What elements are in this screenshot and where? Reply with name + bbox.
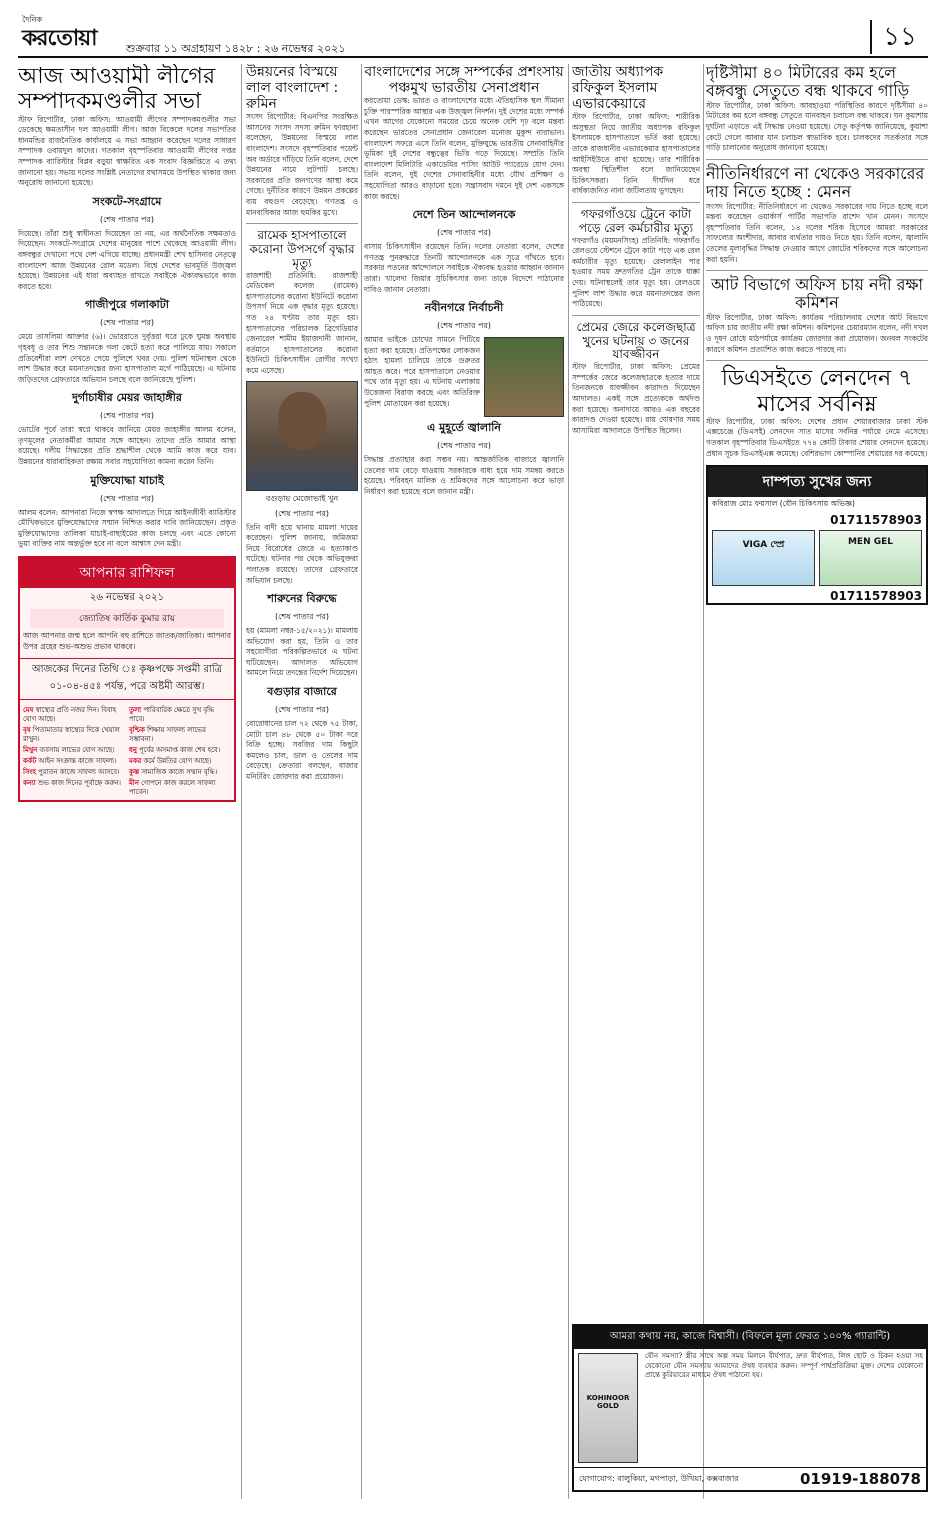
zodiac-text: আইন সংক্রান্ত কাজে সাফল্য।	[38, 757, 117, 766]
headline-college-student-murder[interactable]: প্রেমের জেরে কলেজছাত্র খুনের ঘটনায় ৩ জনের যাবজ্জীবন	[576, 319, 696, 362]
zodiac-sign	[129, 706, 231, 724]
ad-phone[interactable]: 01711578903	[830, 513, 922, 528]
ad-phone[interactable]: 01711578903	[830, 589, 922, 604]
zodiac-name: বৃশ্চিক	[129, 726, 145, 735]
newspaper-logo[interactable]	[22, 14, 112, 56]
article-body: স্টাফ রিপোর্টার, ঢাকা অফিস: আবহাওয়া পরিস্থিতির কারণে দৃষ্টিসীমা ৪০ মিটারের কম হলে বঙ্গবন্ধু সেতুতে যানবাহন চলাচল বন্ধ থাকবে। ঘন কুয়াশায় দুর্ঘটনা এড়াতে এই সিদ্ধান্ত নেওয়া হয়েছে। সেতু কর্তৃপক্ষ জানিয়েছে, কুয়াশা কেটে গেলে আবার যান চলাচল স্বাভাবিক হবে। চালকদের সতর্কতার সঙ্গে গাড়ি চালানোর অনুরোধ জানানো হয়েছে।	[706, 100, 928, 153]
article-body: হয় (মামলা নম্বর-১৫/২০২১)। মামলায় অভিযোগ করা হয়, তিনি ও তার সহযোগীরা পরিকল্পিতভাবে এ ঘটনা ঘটিয়েছেন। আদালত অভিযোগ আমলে নিয়ে তদন্তের নির্দেশ দিয়েছেন।	[246, 626, 358, 678]
subheadline[interactable]: গাজীপুরে গলাকাটা	[85, 298, 169, 312]
zodiac-sign	[23, 726, 125, 744]
zodiac-text: গোপনে কাজ করলে সাফল্য পাবেন।	[129, 779, 216, 797]
ad-title: দাম্পত্য সুখের জন্য	[708, 467, 926, 497]
ad-phone[interactable]: 01919-188078	[799, 1470, 921, 1488]
zodiac-sign	[23, 768, 125, 777]
headline-rmch-death[interactable]: রামেক হাসপাতালে করোনা উপসর্গে বৃদ্ধার মৃত্যু	[249, 228, 355, 270]
zodiac-sign	[23, 746, 125, 755]
zodiac-text: শুভ কাজ দিনের পূর্বাহ্নে করুন।	[37, 779, 121, 788]
continued-label: (শেষ পাতার পর)	[436, 228, 492, 238]
ad-banner: আমরা কথায় নয়, কাজে বিশ্বাসী। (বিফলে মূল্য ফেরত ১০০% গ্যারান্টি)	[574, 1326, 926, 1349]
article-body: গফরগাঁও (ময়মনসিংহ) প্রতিনিধি: গফরগাঁও রেলওয়ে স্টেশনে ট্রেনে কাটা পড়ে এক রেল কর্মচারীর মৃত্যু হয়েছে। রেললাইন পার হওয়ার সময় দ্রুতগতির ট্রেন তাকে ধাক্কা দেয়। ঘটনাস্থলেই তার মৃত্যু হয়। রেলওয়ে পুলিশ লাশ উদ্ধার করে ময়নাতদন্তের জন্য পাঠিয়েছে।	[572, 235, 700, 309]
tithi-line: আজকের দিনের তিথি ঃ কৃষ্ণপক্ষে সপ্তমী রাত্রি ০১-০৪-৪৫ঃ পর্যন্ত, পরে অষ্টমী আরম্ভ।	[20, 658, 234, 700]
article-body: সিদ্ধান্ত প্রত্যাহার করা সম্ভব নয়। আন্তর্জাতিক বাজারে জ্বালানি তেলের দাম বেড়ে যাওয়ায় সরকারকে বাধ্য হয়ে দাম সমন্বয় করতে হয়েছে। পরিবহন মালিক ও শ্রমিকদের সঙ্গে আলোচনা করে ভাড়া নির্ধারণ করা হয়েছে বলে জানান মন্ত্রী।	[364, 455, 564, 496]
column-divider	[241, 64, 242, 1499]
divider	[706, 360, 928, 361]
continued-label: (শেষ পাতার পর)	[274, 612, 330, 622]
article-body: স্টাফ রিপোর্টার, ঢাকা অফিস: দেশের প্রধান শেয়ারবাজার ঢাকা স্টক এক্সচেঞ্জে (ডিএসই) লেনদেন সাত মাসের সর্বনিম্ন পর্যায়ে নেমে এসেছে। গতকাল বৃহস্পতিবার ডিএসইতে ৭৭৪ কোটি টাকার শেয়ার লেনদেন হয়েছে। প্রধান সূচক ডিএসইএক্স কমেছে। বেশিরভাগ কোম্পানির শেয়ারের দর কমেছে।	[706, 416, 928, 458]
zodiac-text: পিতামাতার স্বাস্থ্যের দিকে খেয়াল রাখুন।	[23, 726, 120, 744]
zodiac-text: পুরাতন কাজে সাফল্য আসবে।	[38, 768, 120, 777]
column-4	[572, 64, 700, 1499]
horoscope-author: জ্যোতিষ কার্তিক কুমার রায়	[30, 609, 224, 628]
subheadline[interactable]: সংকটে-সংগ্রামে	[92, 194, 162, 208]
zodiac-name: মীন	[129, 779, 139, 788]
subheadline[interactable]: দুর্গাচাষীর মেয়র জাহাঙ্গীর	[72, 391, 182, 405]
page-number: ১১	[870, 20, 928, 54]
column-2	[246, 64, 358, 1499]
divider	[246, 223, 358, 224]
zodiac-sign	[129, 779, 231, 797]
continued-label: (শেষ পাতার পর)	[99, 214, 155, 224]
zodiac-text: পূর্বের অসমাপ্ত কাজ শেষ হবে।	[139, 746, 221, 755]
ad-products	[708, 527, 926, 589]
headline-river-commission[interactable]: আট বিভাগে অফিস চায় নদী রক্ষা কমিশন	[710, 275, 924, 313]
article-body: তিনি বাদী হয়ে থানায় মামলা দায়ের করেছেন। পুলিশ জানায়, জমিজমা নিয়ে বিরোধের জেরে এ হত্যাকাণ্ড ঘটেছে। ঘটনার পর থেকে অভিযুক্তরা পলাতক রয়েছে। তাদের গ্রেফতারে অভিযান চলছে।	[246, 522, 358, 585]
headline-awami-league[interactable]: আজ আওয়ামী লীগের সম্পাদকমণ্ডলীর সভা	[18, 64, 216, 115]
column-divider	[568, 64, 569, 1499]
article-body: আমার ভাইকে চোখের সামনে পিটিয়ে হত্যা করা হয়েছে। প্রতিপক্ষের লোকজন হঠাৎ হামলা চালিয়ে তাকে গুরুতর আহত করে। পরে হাসপাতালে নেওয়ার পথে তার মৃত্যু হয়। এ ঘটনায় এলাকায় উত্তেজনা বিরাজ করছে এবং অতিরিক্ত পুলিশ মোতায়েন করা হয়েছে।	[364, 335, 480, 408]
continued-label: (শেষ পাতার পর)	[99, 318, 155, 328]
advertisement-kohinoor[interactable]	[572, 1318, 928, 1492]
article-body: বোরোধানের চাল ৭২ থেকে ৭৫ টাকা, মোটা চাল ৪৮ থেকে ৫০ টাকা দরে বিক্রি হচ্ছে। সবজির দাম কিছুটা কমলেও চাল, ডাল ও তেলের দাম বেড়েছে। ক্রেতারা বলছেন, বাজার মনিটরিং জোরদার করা প্রয়োজন।	[246, 719, 358, 782]
continued-label: (শেষ পাতার পর)	[274, 705, 330, 715]
logo-title: করতোয়া	[22, 26, 97, 51]
column-divider	[361, 64, 362, 1499]
horoscope-date: ২৬ নভেম্বর ২০২১	[89, 592, 165, 604]
horoscope-title[interactable]: আপনার রাশিফল	[20, 558, 234, 588]
zodiac-name: মিথুন	[23, 746, 38, 755]
column-5	[706, 64, 928, 1499]
column-divider	[703, 64, 704, 1499]
subheadline[interactable]: বগুড়ার বাজারে	[267, 685, 337, 699]
zodiac-sign	[129, 726, 231, 744]
logo-prefix: দৈনিক	[22, 15, 43, 24]
product-men-gel: MEN GEL	[819, 530, 922, 586]
subheadline[interactable]: শারুনের বিরুদ্ধে	[267, 592, 337, 606]
article-body: স্টাফ রিপোর্টার, ঢাকা অফিস: আওয়ামী লীগের সম্পাদকমণ্ডলীর সভা ডেকেছে ক্ষমতাসীন দল আওয়ামী লীগ। আজ বিকেলে দলের সভাপতির ধানমন্ডির রাজনৈতিক কার্যালয়ে এ সভা আহ্বান করেছেন দলের সাধারণ সম্পাদক ওবায়দুল কাদের। গতকাল বৃহস্পতিবার আওয়ামী লীগের দপ্তর সম্পাদক ব্যারিস্টার বিপ্লব বড়ুয়া স্বাক্ষরিত এক সংবাদ বিজ্ঞপ্তিতে এ তথ্য জানানো হয়। সভায় দলের সংশ্লিষ্ট নেতাদের যথাসময়ে উপস্থিত থাকার জন্য অনুরোধ জানানো হয়েছে।	[18, 114, 236, 188]
continued-label: (শেষ পাতার পর)	[274, 508, 330, 518]
continued-label: (শেষ পাতার পর)	[436, 441, 492, 451]
article-body: সংসদ রিপোর্টার: নীতিনির্ধারণে না থেকেও সরকারের দায় নিতে হচ্ছে বলে মন্তব্য করেছেন ওয়ার্কার্স পার্টির সভাপতি রাশেদ খান মেনন। সংসদে বৃহস্পতিবার তিনি বলেন, ১৪ দলের শরিক হিসেবে আমরা সরকারের সাফল্যের অংশীদার, আবার ব্যর্থতার দায়ও নিতে হয়। তিনি বলেন, জ্বালানি তেলের মূল্যবৃদ্ধির সিদ্ধান্ত নেওয়ার আগে জোটের শরিকদের সঙ্গে আলোচনা করা হয়নি।	[706, 201, 928, 264]
ad-address: যোগাযোগ: বালুকিয়া, মগপাড়া, উখিয়া, কক্সবাজার	[579, 1473, 739, 1483]
advertisement-sexual-health[interactable]	[706, 465, 928, 605]
horoscope-intro: আজ আপনার জন্ম হলে আপনি বহু রাশিতে জাতক/জাতিকা। আপনার উপর গ্রহের শুভ-অশুভ প্রভাব থাকবে।	[23, 631, 231, 651]
zodiac-name: বৃষ	[23, 726, 31, 735]
zodiac-sign	[129, 768, 231, 777]
dateline: শুক্রবার ১১ অগ্রহায়ণ ১৪২৮ : ২৬ নভেম্বর ২০২১	[126, 42, 346, 55]
article-body: আলম বলেন: আপনারা নিজে স্বপক্ষ আদালতে গিয়ে আইনজীবী ব্যারিস্টার মৌখিকভাবে মুক্তিযোদ্ধাদের সম্মান নিশ্চিত করার দাবি জানিয়েছেন। প্রকৃত মুক্তিযোদ্ধাদের তালিকা যাচাই-বাছাইয়ের কাজ চলছে এবং এতে কোনো ভুয়া ব্যক্তির নাম অন্তর্ভুক্ত হবে না বলে আশ্বাস দেন মন্ত্রী।	[18, 507, 236, 549]
zodiac-name: কুম্ভ	[129, 768, 140, 777]
ad-box	[572, 1324, 928, 1492]
article-body: দিয়েছে। তাঁরা শুধু স্বাধীনতা দিয়েছেন তা নয়, এর অর্থনৈতিক সক্ষমতাও দিয়েছেন। সংকটে-সংগ্রামে দেশের মানুষের পাশে থেকেছে আওয়ামী লীগ। বঙ্গবন্ধুর দেখানো পথে দেশ এগিয়ে যাচ্ছে। প্রধানমন্ত্রী শেখ হাসিনার নেতৃত্বে বাংলাদেশ আজ উন্নয়নের রোল মডেল। বিশ্বে দেশের ভাবমূর্তি উজ্জ্বল হয়েছে। উন্নয়নের এই ধারা অব্যাহত রাখতে সবাইকে ঐক্যবদ্ধভাবে কাজ করতে হবে।	[18, 228, 236, 291]
zodiac-name: মেষ	[23, 706, 34, 715]
divider	[572, 315, 700, 316]
zodiac-text: শিক্ষায় সাফল্য লাভের সম্ভাবনা।	[129, 726, 206, 744]
zodiac-name: কর্কট	[23, 757, 37, 766]
zodiac-text: স্বাস্থ্যের প্রতি নজর দিন। বিবাহ যোগ আছে।	[23, 706, 117, 724]
subheadline[interactable]: এ মুহূর্তে জ্বালানি	[426, 421, 501, 435]
zodiac-name: সিংহ	[23, 768, 36, 777]
divider	[706, 159, 928, 160]
column-3	[364, 64, 564, 1499]
ad-footer	[574, 1467, 926, 1490]
divider	[572, 202, 700, 203]
headline-indian-army-chief[interactable]: বাংলাদেশের সঙ্গে সম্পর্কের প্রশংসায় পঞ্চমুখ ভারতীয় সেনাপ্রধান	[364, 64, 564, 97]
subheadline[interactable]: নবীনগরে নির্বাচনী	[424, 301, 504, 315]
portrait-face	[278, 392, 326, 450]
ad-text: যৌন সমস্যা? স্ত্রীর সাথে অল্প সময় মিলনে বীর্যপাত, দ্রুত বীর্যপাত, লিঙ্গ ছোট ও চিকন হওয়া সহ যেকোনো যৌন সমস্যায় আমাদের ঔষধ ব্যবহার করুন। সম্পূর্ণ পার্শ্বপ্রতিক্রিয়া মুক্ত। দেশের যেকোনো প্রান্তে কুরিয়ারের মাধ্যমে ঔষধ পাঠানো হয়।	[645, 1352, 923, 1380]
article-body: সংসদ রিপোর্টার: বিএনপির সংরক্ষিত আসনের সংসদ সদস্য রুমিন ফারহানা বলেছেন, উন্নয়নের বিস্ময়ে লাল বাংলাদেশ। সংসদে বৃহস্পতিবার পয়েন্ট অব অর্ডারে দাঁড়িয়ে তিনি বলেন, দেশে উন্নয়নের নামে লুটপাট চলছে। সরকারের প্রতি জনগণের আস্থা কমে গেছে। দুর্নীতির কারণে উন্নয়ন প্রকল্পের ব্যয় বহুগুণ বেড়েছে। গণতন্ত্র ও মানবাধিকার আজ হুমকির মুখে।	[246, 112, 358, 217]
headline-menon[interactable]: নীতিনির্ধারণে না থেকেও সরকারের দায় নিতে হচ্ছে : মেনন	[706, 163, 925, 202]
headline-rafiqul-islam[interactable]: জাতীয় অধ্যাপক রফিকুল ইসলাম এভারকেয়ারে	[572, 64, 664, 113]
zodiac-name: তুলা	[129, 706, 142, 715]
news-photo[interactable]	[246, 381, 358, 491]
zodiac-name: ধনু	[129, 746, 137, 755]
article-body: স্টাফ রিপোর্টার, ঢাকা অফিস: শারীরিক অসুস্থতা নিয়ে জাতীয় অধ্যাপক রফিকুল ইসলামকে হাসপাতালে ভর্তি করা হয়েছে। তাকে রাজধানীর এভারকেয়ার হাসপাতালের আইসিইউতে রাখা হয়েছে। তার শারীরিক অবস্থা স্থিতিশীল বলে জানিয়েছেন চিকিৎসকরা। তিনি দীর্ঘদিন ধরে বার্ধক্যজনিত নানা জটিলতায় ভুগছেন।	[572, 112, 700, 196]
article-body: রাজশাহী প্রতিনিধি: রাজশাহী মেডিকেল কলেজ (রামেক) হাসপাতালের করোনা ইউনিটে করোনা উপসর্গ নিয়ে এক বৃদ্ধার মৃত্যু হয়েছে। গত ২৪ ঘণ্টায় তার মৃত্যু হয়। হাসপাতালের পরিচালক ব্রিগেডিয়ার জেনারেল শামীম ইয়াজদানী জানান, বর্তমানে হাসপাতালের করোনা ইউনিটে চিকিৎসাধীন রোগীর সংখ্যা কমে এসেছে।	[246, 270, 358, 375]
headline-dse[interactable]: ডিএসইতে লেনদেন ৭ মাসের সর্বনিম্ন	[721, 366, 913, 417]
continued-label: (শেষ পাতার পর)	[99, 493, 155, 503]
product-viga: VIGA স্প্রে	[712, 530, 815, 586]
news-photo-injured[interactable]	[484, 337, 564, 417]
headline-bangabandhu-bridge[interactable]: দৃষ্টিসীমা ৪০ মিটারের কম হলে বঙ্গবন্ধু সেতুতে বন্ধ থাকবে গাড়ি	[706, 64, 910, 101]
article-body: স্টাফ রিপোর্টার, ঢাকা অফিস: প্রেমের সম্পর্কের জেরে কলেজছাত্রকে হত্যার দায়ে তিনজনকে যাবজ্জীবন কারাদণ্ড দিয়েছেন আদালত। একই সঙ্গে প্রত্যেককে অর্থদণ্ড করা হয়েছে। অনাদায়ে আরও এক বছরের কারাদণ্ড দেওয়া হয়েছে। রায় ঘোষণার সময় আসামিরা আদালতে উপস্থিত ছিলেন।	[572, 362, 700, 435]
headline-gafargaon-train[interactable]: গফরগাঁওয়ে ট্রেনে কাটা পড়ে রেল কর্মচারীর মৃত্যু	[578, 207, 694, 235]
ad-inner	[574, 1349, 926, 1467]
divider	[706, 270, 928, 271]
zodiac-text: সামাজিক কাজে সম্মান বৃদ্ধি।	[141, 768, 218, 777]
subheadline[interactable]: দেশে তিন আন্দোলনকে	[412, 208, 516, 222]
article-body: ভোটের পূর্বে তারা স্বপ্নে থাকবে জানিয়ে মেয়র জাহাঙ্গীর আলম বলেন, তৃণমূলের নেতাকর্মীরা আমার সঙ্গে আছেন। তাদের প্রতি আমার আস্থা রয়েছে। দলীয় সিদ্ধান্তের প্রতি শ্রদ্ধাশীল থেকে আমি কাজ করে যাব। উন্নয়নের ধারাবাহিকতা রক্ষায় সবার সহযোগিতা কামনা করেন তিনি।	[18, 425, 236, 467]
continued-label: (শেষ পাতার পর)	[99, 411, 155, 421]
horoscope-box	[18, 556, 236, 802]
zodiac-grid	[20, 703, 234, 800]
zodiac-text: ব্যবসায় লাভের যোগ আছে।	[39, 746, 115, 755]
continued-label: (শেষ পাতার পর)	[436, 321, 492, 331]
subheadline[interactable]: মুক্তিযোদ্ধা যাচাই	[90, 473, 164, 487]
article-body: করতোয়া ডেস্ক: ভারত ও বাংলাদেশের মধ্যে ঐতিহাসিক স্থল সীমানা চুক্তি পারস্পরিক আস্থার এক উজ্জ্বল নিদর্শন। দুই দেশের মধ্যে সম্পর্ক এখন আগের যেকোনো সময়ের চেয়ে অনেক বেশি দৃঢ় বলে মন্তব্য করেছেন ভারতের সেনাপ্রধান জেনারেল মনোজ মুকুন্দ নারাভান। বাংলাদেশ সফরে এসে তিনি বলেন, মুক্তিযুদ্ধে ভারতীয় সেনাবাহিনীর ভূমিকা দুই দেশের বন্ধুত্বের ভিত্তি গড়ে দিয়েছে। সম্প্রতি তিনি বাংলাদেশ মিলিটারি একাডেমির পাসিং আউট প্যারেডে যোগ দেন। তিনি বলেন, দুই দেশের সেনাবাহিনীর মধ্যে যৌথ প্রশিক্ষণ ও সহযোগিতা আরও বাড়ানো হবে। সন্ত্রাসবাদ দমনে দুই দেশ একসঙ্গে কাজ করছে।	[364, 96, 564, 201]
zodiac-sign	[129, 757, 231, 766]
zodiac-name: মকর	[129, 757, 142, 766]
zodiac-name: কন্যা	[23, 779, 36, 788]
photo-caption: বগুড়ায় মেজোভাই খুন	[265, 493, 339, 503]
zodiac-sign	[129, 746, 231, 755]
zodiac-sign	[23, 779, 125, 797]
product-bottle: KOHINOOR GOLD	[578, 1353, 638, 1463]
zodiac-sign	[23, 706, 125, 724]
masthead	[18, 14, 928, 58]
article-body: মেয়ে তাসলিমা আক্তার (৬)। ভোররাতে দুর্বৃত্তরা ঘরে ঢুকে ঘুমন্ত অবস্থায় গৃহবধূ ও তার শিশু সন্তানকে গলা কেটে হত্যা করে পালিয়ে যায়। সকালে প্রতিবেশীরা লাশ দেখতে পেয়ে পুলিশে খবর দেয়। পুলিশ ঘটনাস্থল থেকে লাশ উদ্ধার করে ময়নাতদন্তের জন্য হাসপাতাল মর্গে পাঠিয়েছে। এ ঘটনায় জড়িতদের গ্রেফতারে অভিযান চলছে বলে জানিয়েছে পুলিশ।	[18, 332, 236, 384]
headline-rumin[interactable]: উন্নয়নের বিস্ময়ে লাল বাংলাদেশ : রুমিন	[246, 64, 339, 113]
zodiac-sign	[23, 757, 125, 766]
ad-line: কবিরাজ মোঃ ফয়সাল (যৌন চিকিৎসায় অভিজ্ঞ)	[712, 499, 855, 509]
zodiac-text: কর্মে উন্নতির যোগ আছে।	[143, 757, 212, 766]
article-body: বাসায় চিকিৎসাধীন রয়েছেন তিনি। দলের নেতারা বলেন, দেশের গণতন্ত্র পুনরুদ্ধারে তিনটি আন্দোলনকে এক সূত্রে গাঁথতে হবে। সরকার পতনের আন্দোলনে সবাইকে ঐক্যবদ্ধ হওয়ার আহ্বান জানান তারা। খালেদা জিয়ার সুচিকিৎসার জন্য তাকে বিদেশে পাঠানোর দাবিও জানান নেতারা।	[364, 242, 564, 294]
column-1	[18, 64, 236, 1499]
zodiac-text: পারিবারিক ক্ষেত্রে সুখ বৃদ্ধি পাবে।	[129, 706, 214, 724]
article-body: স্টাফ রিপোর্টার, ঢাকা অফিস: কার্যক্রম পরিচালনায় দেশের আট বিভাগে অফিস চায় জাতীয় নদী রক্ষা কমিশন। কমিশনের চেয়ারম্যান বলেন, নদী দখল ও দূষণ রোধে মাঠপর্যায়ে কার্যক্রম জোরদার করা প্রয়োজন। জনবল সংকটের কারণে কমিশন প্রত্যাশিত কাজ করতে পারছে না।	[706, 312, 928, 354]
